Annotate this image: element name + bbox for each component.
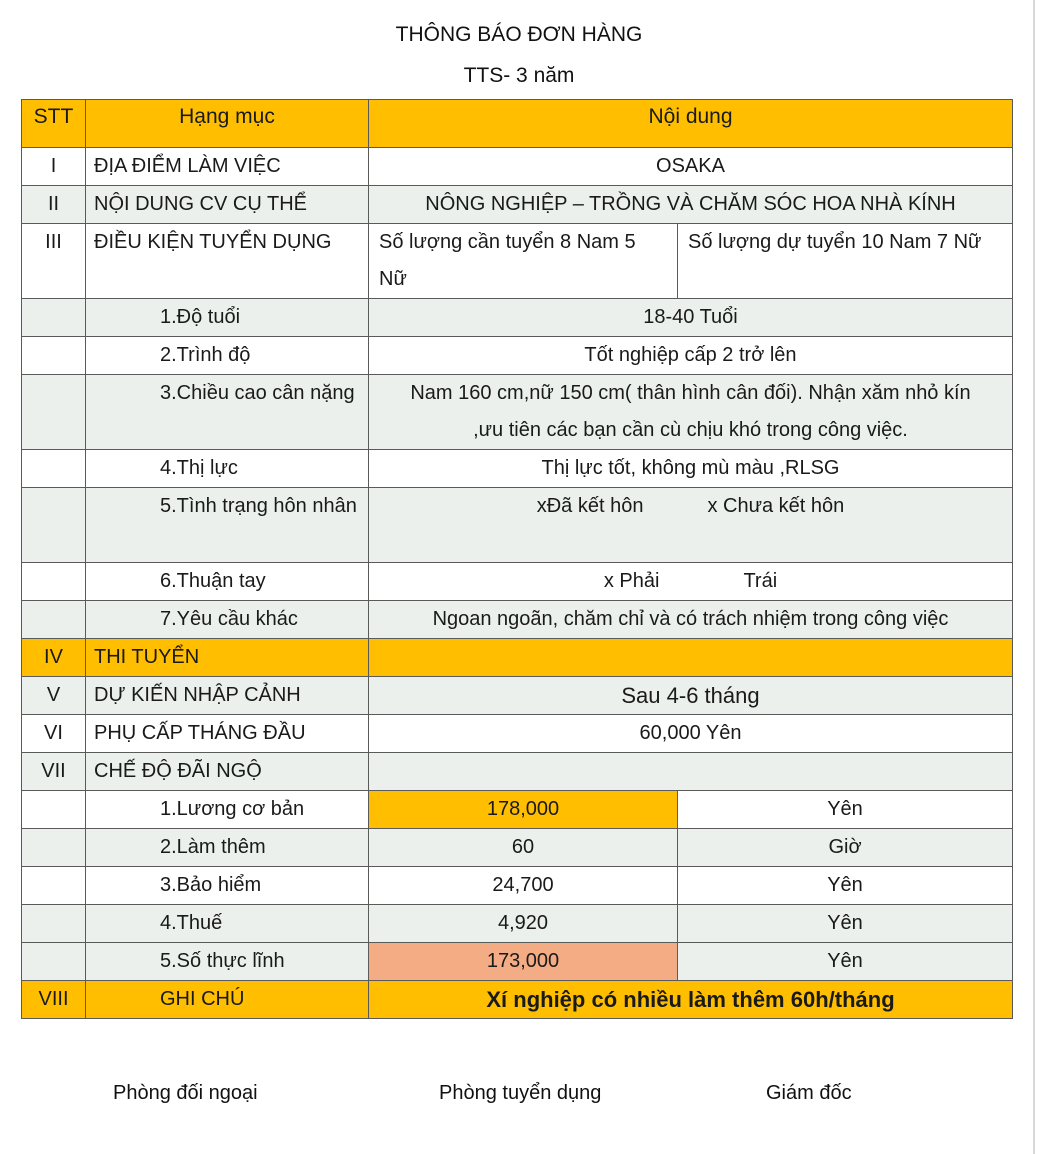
- marital-option-married: xĐã kết hôn: [536, 495, 644, 517]
- table-row: [22, 224, 1013, 299]
- row-label: GHI CHÚ: [86, 981, 369, 1019]
- row-unit: Yên: [678, 867, 1013, 905]
- row-value: 18-40 Tuổi: [369, 299, 1013, 337]
- row-amount: 173,000: [369, 943, 678, 981]
- table-row: [22, 943, 1013, 981]
- table-row: [22, 639, 1013, 677]
- row-value: OSAKA: [369, 148, 1013, 186]
- row-amount: 4,920: [369, 905, 678, 943]
- table-row: [22, 337, 1013, 375]
- hand-option-left: Trái: [743, 570, 778, 592]
- marital-option-single: x Chưa kết hôn: [707, 495, 845, 517]
- signature-recruitment: Phòng tuyển dụng: [439, 1082, 602, 1104]
- row-value-candidates: Số lượng dự tuyển 10 Nam 7 Nữ: [678, 224, 1013, 299]
- row-value: [369, 488, 1013, 563]
- table-row: [22, 829, 1013, 867]
- row-value: Xí nghiệp có nhiều làm thêm 60h/tháng: [369, 981, 1013, 1019]
- row-value: Sau 4-6 tháng: [369, 677, 1013, 715]
- row-label: NỘI DUNG CV CỤ THỂ: [86, 186, 369, 224]
- row-value: [369, 563, 1013, 601]
- row-value-recruit: Số lượng cần tuyển 8 Nam 5 Nữ: [369, 224, 678, 299]
- row-value-line: Nam 160 cm,nữ 150 cm( thân hình cân đối). Nhận xăm nhỏ kín: [410, 382, 971, 404]
- row-amount: 178,000: [369, 791, 678, 829]
- row-label: PHỤ CẤP THÁNG ĐẦU: [86, 715, 369, 753]
- page-edge: [1033, 0, 1035, 1154]
- row-number: VI: [22, 715, 86, 753]
- row-number: V: [22, 677, 86, 715]
- row-value: [369, 639, 1013, 677]
- signature-foreign-affairs: Phòng đối ngoại: [113, 1082, 258, 1104]
- row-value: [369, 375, 1013, 450]
- table-row: [22, 905, 1013, 943]
- header-content: Nội dung: [369, 100, 1013, 148]
- row-unit: Giờ: [678, 829, 1013, 867]
- table-row: [22, 981, 1013, 1019]
- row-number: VII: [22, 753, 86, 791]
- table-row: [22, 450, 1013, 488]
- row-value: Tốt nghiệp cấp 2 trở lên: [369, 337, 1013, 375]
- table-row: [22, 677, 1013, 715]
- row-label: DỰ KIẾN NHẬP CẢNH: [86, 677, 369, 715]
- hand-option-right: x Phải: [603, 570, 660, 592]
- document-subtitle: TTS- 3 năm: [463, 64, 575, 87]
- table-row: [22, 867, 1013, 905]
- row-label: 3.Chiều cao cân nặng: [86, 375, 369, 450]
- table-row: [22, 753, 1013, 791]
- row-label: 5.Số thực lĩnh: [86, 943, 369, 981]
- table-row: [22, 299, 1013, 337]
- row-label: 7.Yêu cầu khác: [86, 601, 369, 639]
- row-value: Ngoan ngoãn, chăm chỉ và có trách nhiệm trong công việc: [369, 601, 1013, 639]
- row-value: 60,000 Yên: [369, 715, 1013, 753]
- row-label: 1.Độ tuổi: [86, 299, 369, 337]
- row-label: 5.Tình trạng hôn nhân: [86, 488, 369, 563]
- row-number: III: [22, 224, 86, 299]
- row-value-line: ,ưu tiên các bạn cần cù chịu khó trong công việc.: [473, 419, 908, 441]
- row-label: ĐỊA ĐIỂM LÀM VIỆC: [86, 148, 369, 186]
- row-value: Thị lực tốt, không mù màu ,RLSG: [369, 450, 1013, 488]
- row-label: 4.Thuế: [86, 905, 369, 943]
- row-unit: Yên: [678, 943, 1013, 981]
- row-label: ĐIỀU KIỆN TUYỂN DỤNG: [86, 224, 369, 299]
- row-number: II: [22, 186, 86, 224]
- row-value: [369, 753, 1013, 791]
- table-row: [22, 791, 1013, 829]
- table-row: [22, 601, 1013, 639]
- row-label: THI TUYỂN: [86, 639, 369, 677]
- table-row: [22, 563, 1013, 601]
- row-number: I: [22, 148, 86, 186]
- table-row: [22, 715, 1013, 753]
- row-label: 2.Làm thêm: [86, 829, 369, 867]
- row-amount: 24,700: [369, 867, 678, 905]
- row-number: VIII: [22, 981, 86, 1019]
- row-unit: Yên: [678, 791, 1013, 829]
- document-title: THÔNG BÁO ĐƠN HÀNG: [395, 23, 643, 46]
- header-stt: STT: [22, 100, 86, 148]
- order-table: [21, 99, 1013, 1019]
- signature-director: Giám đốc: [766, 1082, 852, 1104]
- header-category: Hạng mục: [86, 100, 369, 148]
- row-number: IV: [22, 639, 86, 677]
- table-row: [22, 186, 1013, 224]
- row-value: NÔNG NGHIỆP – TRỒNG VÀ CHĂM SÓC HOA NHÀ KÍNH: [369, 186, 1013, 224]
- row-label: 1.Lương cơ bản: [86, 791, 369, 829]
- table-row: [22, 375, 1013, 450]
- row-label: 3.Bảo hiểm: [86, 867, 369, 905]
- table-header-row: [22, 100, 1013, 148]
- row-label: CHẾ ĐỘ ĐÃI NGỘ: [86, 753, 369, 791]
- row-amount: 60: [369, 829, 678, 867]
- row-label: 4.Thị lực: [86, 450, 369, 488]
- table-row: [22, 488, 1013, 563]
- row-label: 2.Trình độ: [86, 337, 369, 375]
- row-label: 6.Thuận tay: [86, 563, 369, 601]
- row-unit: Yên: [678, 905, 1013, 943]
- table-row: [22, 148, 1013, 186]
